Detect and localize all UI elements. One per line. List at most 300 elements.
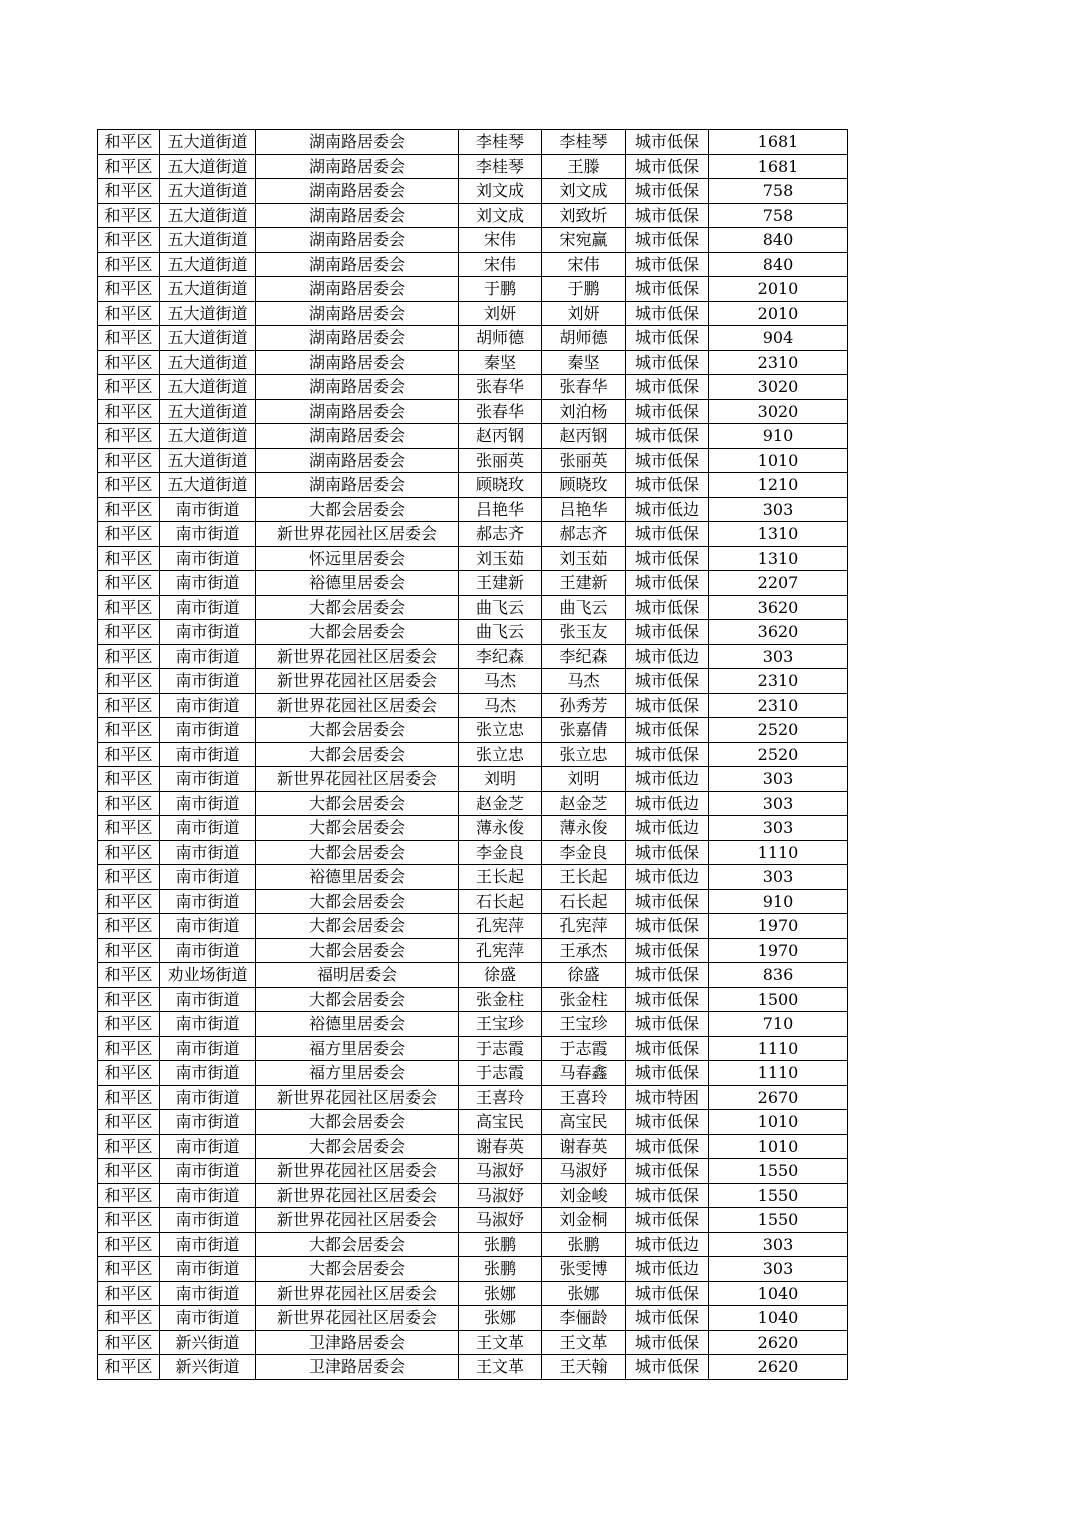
amount-cell: 758 xyxy=(709,179,848,204)
amount-cell: 1310 xyxy=(709,546,848,571)
member-name-cell: 吕艳华 xyxy=(542,497,626,522)
committee-cell: 大都会居委会 xyxy=(256,718,459,743)
amount-cell: 1550 xyxy=(709,1183,848,1208)
district-cell: 和平区 xyxy=(98,914,160,939)
assistance-type-cell: 城市低保 xyxy=(626,1061,709,1086)
district-cell: 和平区 xyxy=(98,203,160,228)
household-head-cell: 张春华 xyxy=(459,375,542,400)
member-name-cell: 于志霞 xyxy=(542,1036,626,1061)
district-cell: 和平区 xyxy=(98,228,160,253)
street-cell: 五大道街道 xyxy=(160,130,256,155)
amount-cell: 1500 xyxy=(709,987,848,1012)
assistance-type-cell: 城市低保 xyxy=(626,350,709,375)
street-cell: 南市街道 xyxy=(160,1012,256,1037)
amount-cell: 758 xyxy=(709,203,848,228)
district-cell: 和平区 xyxy=(98,595,160,620)
assistance-type-cell: 城市低保 xyxy=(626,1330,709,1355)
amount-cell: 1310 xyxy=(709,522,848,547)
committee-cell: 湖南路居委会 xyxy=(256,154,459,179)
district-cell: 和平区 xyxy=(98,620,160,645)
street-cell: 南市街道 xyxy=(160,595,256,620)
district-cell: 和平区 xyxy=(98,546,160,571)
district-cell: 和平区 xyxy=(98,252,160,277)
committee-cell: 湖南路居委会 xyxy=(256,326,459,351)
amount-cell: 2620 xyxy=(709,1330,848,1355)
member-name-cell: 张鹏 xyxy=(542,1232,626,1257)
member-name-cell: 马杰 xyxy=(542,669,626,694)
amount-cell: 2520 xyxy=(709,742,848,767)
amount-cell: 2670 xyxy=(709,1085,848,1110)
committee-cell: 湖南路居委会 xyxy=(256,448,459,473)
assistance-type-cell: 城市低保 xyxy=(626,1281,709,1306)
member-name-cell: 马春鑫 xyxy=(542,1061,626,1086)
street-cell: 五大道街道 xyxy=(160,154,256,179)
table-row xyxy=(98,179,848,204)
street-cell: 南市街道 xyxy=(160,497,256,522)
household-head-cell: 于志霞 xyxy=(459,1061,542,1086)
street-cell: 南市街道 xyxy=(160,693,256,718)
amount-cell: 303 xyxy=(709,767,848,792)
member-name-cell: 刘明 xyxy=(542,767,626,792)
committee-cell: 湖南路居委会 xyxy=(256,399,459,424)
member-name-cell: 谢春英 xyxy=(542,1134,626,1159)
assistance-type-cell: 城市低保 xyxy=(626,693,709,718)
assistance-type-cell: 城市低边 xyxy=(626,767,709,792)
district-cell: 和平区 xyxy=(98,840,160,865)
table-row xyxy=(98,1085,848,1110)
amount-cell: 3620 xyxy=(709,620,848,645)
assistance-type-cell: 城市低保 xyxy=(626,987,709,1012)
committee-cell: 湖南路居委会 xyxy=(256,228,459,253)
member-name-cell: 张玉友 xyxy=(542,620,626,645)
district-cell: 和平区 xyxy=(98,399,160,424)
district-cell: 和平区 xyxy=(98,130,160,155)
amount-cell: 1040 xyxy=(709,1281,848,1306)
table-row xyxy=(98,644,848,669)
district-cell: 和平区 xyxy=(98,1208,160,1233)
committee-cell: 大都会居委会 xyxy=(256,889,459,914)
member-name-cell: 王天翰 xyxy=(542,1355,626,1380)
table-row xyxy=(98,375,848,400)
assistance-type-cell: 城市低保 xyxy=(626,742,709,767)
amount-cell: 2010 xyxy=(709,277,848,302)
member-name-cell: 刘致圻 xyxy=(542,203,626,228)
household-head-cell: 刘文成 xyxy=(459,179,542,204)
committee-cell: 怀远里居委会 xyxy=(256,546,459,571)
committee-cell: 湖南路居委会 xyxy=(256,424,459,449)
amount-cell: 3020 xyxy=(709,375,848,400)
street-cell: 南市街道 xyxy=(160,767,256,792)
district-cell: 和平区 xyxy=(98,522,160,547)
committee-cell: 湖南路居委会 xyxy=(256,473,459,498)
assistance-type-cell: 城市低保 xyxy=(626,203,709,228)
assistance-type-cell: 城市低保 xyxy=(626,889,709,914)
table-row xyxy=(98,326,848,351)
amount-cell: 840 xyxy=(709,228,848,253)
committee-cell: 新世界花园社区居委会 xyxy=(256,693,459,718)
member-name-cell: 刘妍 xyxy=(542,301,626,326)
table-row xyxy=(98,1208,848,1233)
committee-cell: 卫津路居委会 xyxy=(256,1355,459,1380)
district-cell: 和平区 xyxy=(98,1085,160,1110)
street-cell: 南市街道 xyxy=(160,1232,256,1257)
amount-cell: 303 xyxy=(709,644,848,669)
street-cell: 五大道街道 xyxy=(160,350,256,375)
assistance-type-cell: 城市低保 xyxy=(626,1159,709,1184)
district-cell: 和平区 xyxy=(98,889,160,914)
street-cell: 南市街道 xyxy=(160,1208,256,1233)
member-name-cell: 顾晓玫 xyxy=(542,473,626,498)
committee-cell: 新世界花园社区居委会 xyxy=(256,1208,459,1233)
assistance-type-cell: 城市低保 xyxy=(626,595,709,620)
district-cell: 和平区 xyxy=(98,1012,160,1037)
committee-cell: 裕德里居委会 xyxy=(256,1012,459,1037)
committee-cell: 大都会居委会 xyxy=(256,914,459,939)
amount-cell: 303 xyxy=(709,1232,848,1257)
committee-cell: 大都会居委会 xyxy=(256,1232,459,1257)
household-head-cell: 孔宪萍 xyxy=(459,938,542,963)
committee-cell: 新世界花园社区居委会 xyxy=(256,1183,459,1208)
amount-cell: 303 xyxy=(709,865,848,890)
committee-cell: 裕德里居委会 xyxy=(256,865,459,890)
assistance-type-cell: 城市特困 xyxy=(626,1085,709,1110)
street-cell: 五大道街道 xyxy=(160,277,256,302)
street-cell: 南市街道 xyxy=(160,914,256,939)
district-cell: 和平区 xyxy=(98,350,160,375)
household-head-cell: 吕艳华 xyxy=(459,497,542,522)
committee-cell: 新世界花园社区居委会 xyxy=(256,644,459,669)
amount-cell: 303 xyxy=(709,1257,848,1282)
assistance-type-cell: 城市低保 xyxy=(626,669,709,694)
household-head-cell: 马淑妤 xyxy=(459,1208,542,1233)
table-row xyxy=(98,1355,848,1380)
district-cell: 和平区 xyxy=(98,154,160,179)
member-name-cell: 马淑妤 xyxy=(542,1159,626,1184)
district-cell: 和平区 xyxy=(98,1355,160,1380)
district-cell: 和平区 xyxy=(98,571,160,596)
household-head-cell: 刘玉茹 xyxy=(459,546,542,571)
member-name-cell: 张嘉倩 xyxy=(542,718,626,743)
street-cell: 南市街道 xyxy=(160,669,256,694)
assistance-type-cell: 城市低保 xyxy=(626,424,709,449)
district-cell: 和平区 xyxy=(98,1110,160,1135)
household-head-cell: 王文革 xyxy=(459,1355,542,1380)
district-cell: 和平区 xyxy=(98,1183,160,1208)
district-cell: 和平区 xyxy=(98,1159,160,1184)
committee-cell: 湖南路居委会 xyxy=(256,252,459,277)
household-head-cell: 李纪森 xyxy=(459,644,542,669)
member-name-cell: 张娜 xyxy=(542,1281,626,1306)
table-row xyxy=(98,252,848,277)
member-name-cell: 高宝民 xyxy=(542,1110,626,1135)
member-name-cell: 李纪森 xyxy=(542,644,626,669)
district-cell: 和平区 xyxy=(98,1134,160,1159)
amount-cell: 303 xyxy=(709,791,848,816)
member-name-cell: 宋伟 xyxy=(542,252,626,277)
amount-cell: 1550 xyxy=(709,1159,848,1184)
assistance-type-cell: 城市低保 xyxy=(626,963,709,988)
household-head-cell: 王宝珍 xyxy=(459,1012,542,1037)
table-row xyxy=(98,448,848,473)
table-row xyxy=(98,571,848,596)
street-cell: 新兴街道 xyxy=(160,1330,256,1355)
district-cell: 和平区 xyxy=(98,742,160,767)
street-cell: 南市街道 xyxy=(160,840,256,865)
table-row xyxy=(98,424,848,449)
table-row xyxy=(98,938,848,963)
table-row xyxy=(98,693,848,718)
amount-cell: 1681 xyxy=(709,154,848,179)
table-row xyxy=(98,546,848,571)
table-row xyxy=(98,1330,848,1355)
street-cell: 南市街道 xyxy=(160,1281,256,1306)
table-row xyxy=(98,350,848,375)
district-cell: 和平区 xyxy=(98,669,160,694)
household-head-cell: 赵金芝 xyxy=(459,791,542,816)
member-name-cell: 薄永俊 xyxy=(542,816,626,841)
table-row xyxy=(98,1232,848,1257)
household-head-cell: 马杰 xyxy=(459,669,542,694)
household-head-cell: 张鹏 xyxy=(459,1257,542,1282)
committee-cell: 大都会居委会 xyxy=(256,987,459,1012)
household-head-cell: 李桂琴 xyxy=(459,154,542,179)
table-row xyxy=(98,1183,848,1208)
street-cell: 南市街道 xyxy=(160,1306,256,1331)
street-cell: 南市街道 xyxy=(160,987,256,1012)
member-name-cell: 刘金桐 xyxy=(542,1208,626,1233)
assistance-type-cell: 城市低边 xyxy=(626,791,709,816)
committee-cell: 大都会居委会 xyxy=(256,816,459,841)
table-row xyxy=(98,718,848,743)
household-head-cell: 马淑妤 xyxy=(459,1159,542,1184)
table-row xyxy=(98,277,848,302)
amount-cell: 303 xyxy=(709,497,848,522)
committee-cell: 新世界花园社区居委会 xyxy=(256,1159,459,1184)
amount-cell: 2310 xyxy=(709,693,848,718)
amount-cell: 836 xyxy=(709,963,848,988)
amount-cell: 2310 xyxy=(709,669,848,694)
member-name-cell: 李金良 xyxy=(542,840,626,865)
member-name-cell: 王滕 xyxy=(542,154,626,179)
street-cell: 南市街道 xyxy=(160,865,256,890)
table-row xyxy=(98,203,848,228)
street-cell: 南市街道 xyxy=(160,1110,256,1135)
amount-cell: 1010 xyxy=(709,448,848,473)
assistance-type-cell: 城市低边 xyxy=(626,865,709,890)
household-head-cell: 王文革 xyxy=(459,1330,542,1355)
amount-cell: 2310 xyxy=(709,350,848,375)
district-cell: 和平区 xyxy=(98,1061,160,1086)
member-name-cell: 赵金芝 xyxy=(542,791,626,816)
assistance-type-cell: 城市低边 xyxy=(626,1257,709,1282)
household-head-cell: 张娜 xyxy=(459,1306,542,1331)
table-row xyxy=(98,889,848,914)
household-head-cell: 于志霞 xyxy=(459,1036,542,1061)
amount-cell: 2620 xyxy=(709,1355,848,1380)
table-row xyxy=(98,497,848,522)
committee-cell: 裕德里居委会 xyxy=(256,571,459,596)
household-head-cell: 于鹏 xyxy=(459,277,542,302)
district-cell: 和平区 xyxy=(98,816,160,841)
district-cell: 和平区 xyxy=(98,1330,160,1355)
assistance-type-cell: 城市低保 xyxy=(626,1355,709,1380)
member-name-cell: 赵丙钢 xyxy=(542,424,626,449)
assistance-type-cell: 城市低保 xyxy=(626,154,709,179)
assistance-type-cell: 城市低保 xyxy=(626,620,709,645)
amount-cell: 1550 xyxy=(709,1208,848,1233)
street-cell: 五大道街道 xyxy=(160,228,256,253)
household-head-cell: 刘明 xyxy=(459,767,542,792)
household-head-cell: 郝志齐 xyxy=(459,522,542,547)
member-name-cell: 刘金峻 xyxy=(542,1183,626,1208)
table-row xyxy=(98,1036,848,1061)
household-head-cell: 高宝民 xyxy=(459,1110,542,1135)
amount-cell: 1110 xyxy=(709,840,848,865)
committee-cell: 大都会居委会 xyxy=(256,791,459,816)
household-head-cell: 宋伟 xyxy=(459,228,542,253)
amount-cell: 1010 xyxy=(709,1134,848,1159)
member-name-cell: 孙秀芳 xyxy=(542,693,626,718)
street-cell: 五大道街道 xyxy=(160,473,256,498)
table-row xyxy=(98,130,848,155)
household-head-cell: 王建新 xyxy=(459,571,542,596)
table-row xyxy=(98,865,848,890)
household-head-cell: 曲飞云 xyxy=(459,620,542,645)
committee-cell: 大都会居委会 xyxy=(256,840,459,865)
street-cell: 五大道街道 xyxy=(160,203,256,228)
district-cell: 和平区 xyxy=(98,693,160,718)
assistance-type-cell: 城市低保 xyxy=(626,1036,709,1061)
committee-cell: 大都会居委会 xyxy=(256,620,459,645)
committee-cell: 湖南路居委会 xyxy=(256,277,459,302)
member-name-cell: 张金柱 xyxy=(542,987,626,1012)
household-head-cell: 宋伟 xyxy=(459,252,542,277)
amount-cell: 910 xyxy=(709,424,848,449)
committee-cell: 湖南路居委会 xyxy=(256,375,459,400)
household-head-cell: 马杰 xyxy=(459,693,542,718)
member-name-cell: 张丽英 xyxy=(542,448,626,473)
amount-cell: 710 xyxy=(709,1012,848,1037)
amount-cell: 840 xyxy=(709,252,848,277)
assistance-type-cell: 城市低保 xyxy=(626,448,709,473)
household-head-cell: 刘妍 xyxy=(459,301,542,326)
relief-roster-table xyxy=(97,129,848,1380)
street-cell: 南市街道 xyxy=(160,1085,256,1110)
household-head-cell: 徐盛 xyxy=(459,963,542,988)
table-row xyxy=(98,1012,848,1037)
table-row xyxy=(98,914,848,939)
member-name-cell: 王承杰 xyxy=(542,938,626,963)
district-cell: 和平区 xyxy=(98,767,160,792)
assistance-type-cell: 城市低保 xyxy=(626,399,709,424)
amount-cell: 1210 xyxy=(709,473,848,498)
table-row xyxy=(98,301,848,326)
member-name-cell: 张立忠 xyxy=(542,742,626,767)
table-row xyxy=(98,767,848,792)
table-body xyxy=(98,130,848,1380)
table-row xyxy=(98,473,848,498)
assistance-type-cell: 城市低边 xyxy=(626,816,709,841)
committee-cell: 湖南路居委会 xyxy=(256,130,459,155)
table-row xyxy=(98,1306,848,1331)
assistance-type-cell: 城市低保 xyxy=(626,473,709,498)
amount-cell: 1040 xyxy=(709,1306,848,1331)
member-name-cell: 宋宛赢 xyxy=(542,228,626,253)
district-cell: 和平区 xyxy=(98,791,160,816)
district-cell: 和平区 xyxy=(98,644,160,669)
district-cell: 和平区 xyxy=(98,473,160,498)
street-cell: 南市街道 xyxy=(160,938,256,963)
household-head-cell: 谢春英 xyxy=(459,1134,542,1159)
committee-cell: 新世界花园社区居委会 xyxy=(256,1306,459,1331)
street-cell: 五大道街道 xyxy=(160,375,256,400)
member-name-cell: 刘玉茹 xyxy=(542,546,626,571)
district-cell: 和平区 xyxy=(98,1257,160,1282)
amount-cell: 910 xyxy=(709,889,848,914)
table-row xyxy=(98,987,848,1012)
table-row xyxy=(98,1061,848,1086)
assistance-type-cell: 城市低保 xyxy=(626,130,709,155)
member-name-cell: 王长起 xyxy=(542,865,626,890)
assistance-type-cell: 城市低边 xyxy=(626,644,709,669)
assistance-type-cell: 城市低保 xyxy=(626,277,709,302)
street-cell: 南市街道 xyxy=(160,889,256,914)
household-head-cell: 张鹏 xyxy=(459,1232,542,1257)
committee-cell: 新世界花园社区居委会 xyxy=(256,669,459,694)
district-cell: 和平区 xyxy=(98,1232,160,1257)
street-cell: 南市街道 xyxy=(160,1183,256,1208)
committee-cell: 大都会居委会 xyxy=(256,595,459,620)
district-cell: 和平区 xyxy=(98,1306,160,1331)
street-cell: 南市街道 xyxy=(160,1134,256,1159)
amount-cell: 904 xyxy=(709,326,848,351)
assistance-type-cell: 城市低保 xyxy=(626,718,709,743)
assistance-type-cell: 城市低保 xyxy=(626,1306,709,1331)
member-name-cell: 刘泊杨 xyxy=(542,399,626,424)
member-name-cell: 王宝珍 xyxy=(542,1012,626,1037)
district-cell: 和平区 xyxy=(98,865,160,890)
district-cell: 和平区 xyxy=(98,1036,160,1061)
street-cell: 南市街道 xyxy=(160,1036,256,1061)
amount-cell: 2520 xyxy=(709,718,848,743)
district-cell: 和平区 xyxy=(98,718,160,743)
assistance-type-cell: 城市低保 xyxy=(626,1012,709,1037)
household-head-cell: 秦坚 xyxy=(459,350,542,375)
household-head-cell: 薄永俊 xyxy=(459,816,542,841)
amount-cell: 1110 xyxy=(709,1036,848,1061)
table-row xyxy=(98,669,848,694)
table-row xyxy=(98,1257,848,1282)
amount-cell: 1110 xyxy=(709,1061,848,1086)
street-cell: 五大道街道 xyxy=(160,326,256,351)
street-cell: 五大道街道 xyxy=(160,179,256,204)
street-cell: 南市街道 xyxy=(160,1257,256,1282)
member-name-cell: 李俪龄 xyxy=(542,1306,626,1331)
household-head-cell: 石长起 xyxy=(459,889,542,914)
committee-cell: 福方里居委会 xyxy=(256,1036,459,1061)
committee-cell: 大都会居委会 xyxy=(256,1134,459,1159)
assistance-type-cell: 城市低保 xyxy=(626,326,709,351)
district-cell: 和平区 xyxy=(98,375,160,400)
street-cell: 南市街道 xyxy=(160,816,256,841)
district-cell: 和平区 xyxy=(98,448,160,473)
table-row xyxy=(98,399,848,424)
table-row xyxy=(98,816,848,841)
amount-cell: 1681 xyxy=(709,130,848,155)
assistance-type-cell: 城市低边 xyxy=(626,1232,709,1257)
member-name-cell: 郝志齐 xyxy=(542,522,626,547)
street-cell: 南市街道 xyxy=(160,1061,256,1086)
